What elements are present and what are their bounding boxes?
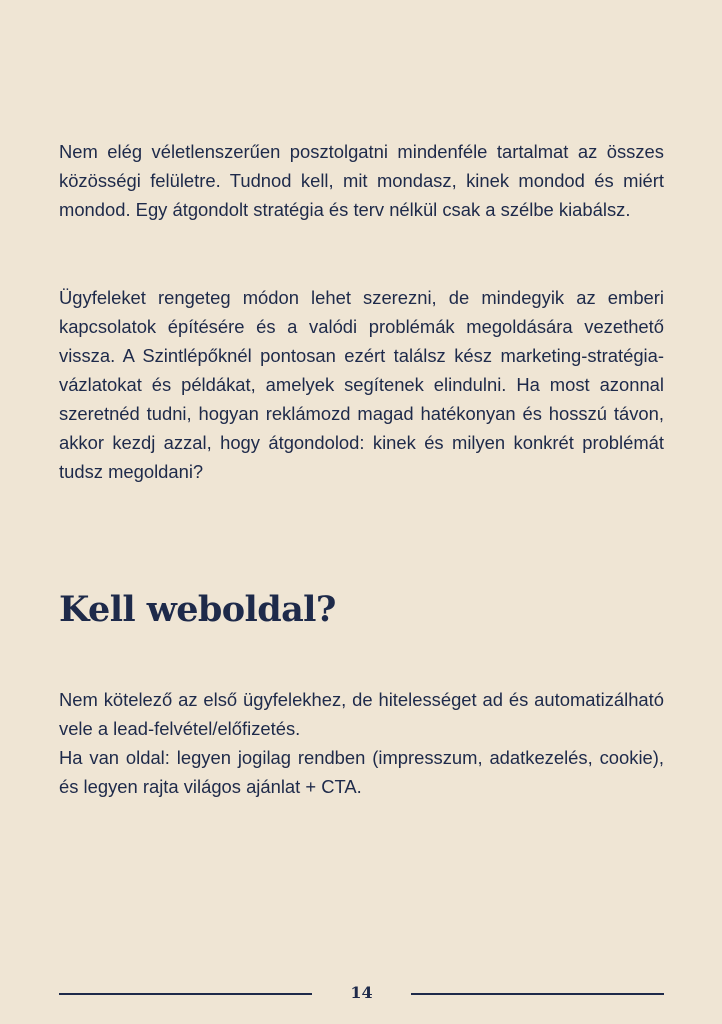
body-paragraph-2: Ügyfeleket rengeteg módon lehet szerezni, de mindegyik az emberi kapcsolatok építésére és a valódi problémák megoldására vezethető vissza. A Szintlépőknél pontosan ezért találsz kész marketing-stratégia-vázlatokat és példákat, amelyek segítenek elindulni. Ha most azonnal szeretnéd tudni, hogyan reklámozd magad hatékonyan és hosszú távon, akkor kezdj azzal, hogy átgondolod: kinek és milyen konkrét problémát tudsz megoldani?	[59, 287, 664, 482]
section-paragraph-line-2: Ha van oldal: legyen jogilag rendben (impresszum, adatkezelés, cookie), és legyen rajta világos ajánlat + CTA.	[59, 747, 664, 797]
page-footer	[59, 978, 664, 1008]
page-number: 14	[350, 983, 373, 1002]
page-content	[59, 0, 664, 1024]
section-heading: Kell weboldal?	[59, 589, 336, 630]
footer-rule-right	[411, 993, 664, 995]
footer-rule-left	[59, 993, 312, 995]
section-paragraph	[59, 685, 664, 801]
body-paragraph-1: Nem elég véletlenszerűen posztolgatni mindenféle tartalmat az összes közösségi felületre. Tudnod kell, mit mondasz, kinek mondod és miért mondod. Egy átgondolt stratégia és terv nélkül csak a szélbe kiabálsz.	[59, 141, 664, 220]
section-paragraph-line-1: Nem kötelező az első ügyfelekhez, de hitelességet ad és automatizálható vele a lead-felvétel/előfizetés.	[59, 689, 664, 739]
